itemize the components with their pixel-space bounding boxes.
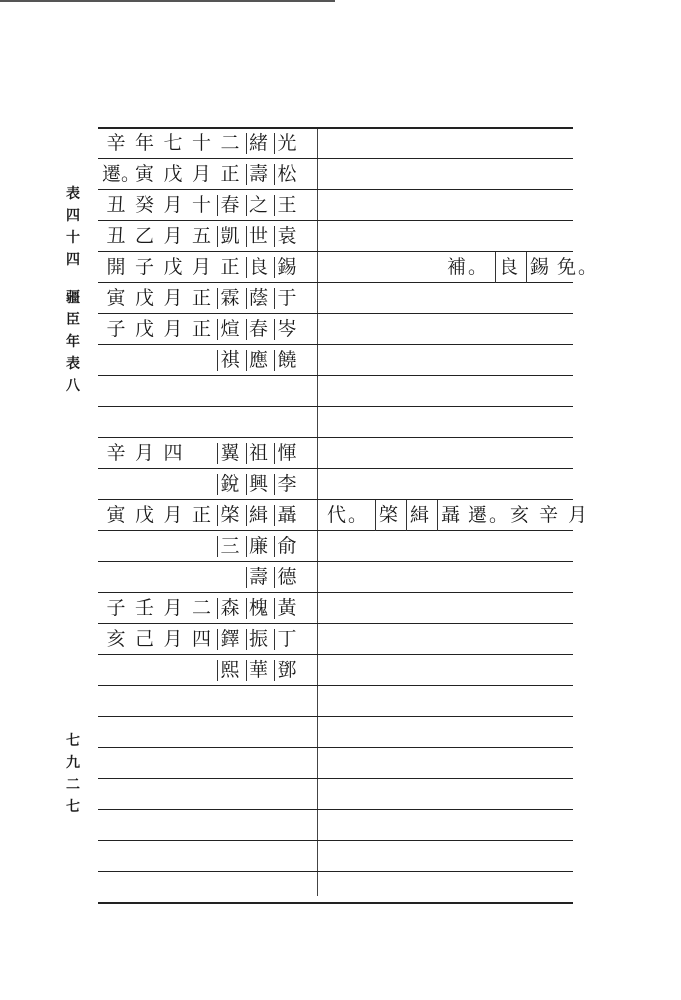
- table-cell: 李: [273, 469, 301, 500]
- remark-text: 代。: [327, 504, 370, 526]
- table-cell: 壬: [134, 597, 154, 619]
- table-cell: [188, 748, 216, 779]
- table-cell: [102, 345, 130, 376]
- table-cell: 戊: [134, 287, 154, 309]
- table-cell: 寅: [134, 163, 154, 185]
- table-cell: 癸: [134, 194, 154, 216]
- table-cell: 槐: [245, 593, 273, 624]
- table-row: [98, 531, 573, 562]
- table-cell: 錫: [273, 252, 301, 283]
- table-cell: [188, 562, 216, 593]
- table-row: [98, 376, 573, 407]
- table-cell: 翼: [216, 438, 244, 469]
- table-cell: [131, 717, 159, 748]
- table-cell: [159, 717, 187, 748]
- table-cell: [245, 717, 273, 748]
- table-row: [98, 345, 573, 376]
- page-number: [62, 730, 84, 818]
- margin-char: 十: [66, 230, 80, 246]
- table-cell: [245, 686, 273, 717]
- table-cell: [188, 438, 216, 469]
- remark-text: 良: [495, 252, 520, 283]
- table-cell: 饒: [273, 345, 301, 376]
- table-cell: [188, 376, 216, 407]
- remark-text: 免。: [557, 256, 600, 278]
- margin-char: 四: [66, 252, 80, 268]
- table-cell: 正: [191, 287, 211, 309]
- table-cell: 森: [216, 593, 244, 624]
- table-cell: 于: [273, 283, 301, 314]
- table-cell: 月: [163, 318, 183, 340]
- table-cell: 遷。: [102, 163, 141, 185]
- table-cell: 月: [163, 628, 183, 650]
- remark-text: 緝: [406, 500, 431, 531]
- table-cell: [131, 531, 159, 562]
- remark-text: 錫: [526, 252, 551, 283]
- margin-char: 表: [66, 186, 80, 202]
- table-cell: 煊: [216, 314, 244, 345]
- table-cell: 鄧: [273, 655, 301, 686]
- table-row: [98, 128, 573, 159]
- table-row: [98, 190, 573, 221]
- table-cell: 應: [245, 345, 273, 376]
- table-cell: [131, 872, 159, 903]
- table-row: [98, 655, 573, 686]
- table-cell: [159, 407, 187, 438]
- margin-char: 七: [66, 733, 80, 749]
- table-cell: [159, 345, 187, 376]
- table-cell: 乙: [134, 225, 154, 247]
- table-cell: [159, 469, 187, 500]
- table-cell: 戊: [163, 163, 183, 185]
- table-cell: [245, 779, 273, 810]
- remark-text: 遷。亥 辛 月: [468, 504, 590, 526]
- table-cell: 之: [245, 190, 273, 221]
- table-cell: [188, 469, 216, 500]
- table-cell: 戊: [163, 256, 183, 278]
- table-cell: [216, 841, 244, 872]
- margin-char: 七: [66, 799, 80, 815]
- table-cell: [273, 779, 301, 810]
- remark-text: 補。: [447, 256, 490, 278]
- margin-char: 臣: [66, 312, 80, 328]
- table-cell: [131, 345, 159, 376]
- table-cell: [188, 810, 216, 841]
- table-cell: 月: [134, 442, 154, 464]
- table-cell: 祖: [245, 438, 273, 469]
- table-cell: [131, 469, 159, 500]
- table-row: [98, 252, 600, 283]
- table-cell: [216, 872, 244, 903]
- table-cell: 正: [220, 256, 240, 278]
- table-cell: [131, 562, 159, 593]
- table-cell: [159, 686, 187, 717]
- table-cell: [273, 407, 301, 438]
- table-cell: 己: [134, 628, 154, 650]
- table-cell: [188, 686, 216, 717]
- table-cell: 三: [216, 531, 244, 562]
- table-cell: 棨: [216, 500, 244, 531]
- table-row: [98, 841, 573, 872]
- table-cell: [188, 717, 216, 748]
- table-cell: 黃: [273, 593, 301, 624]
- table-cell: [102, 686, 130, 717]
- table-cell: 子: [106, 597, 126, 619]
- table-cell: [102, 841, 130, 872]
- table-cell: 緒: [245, 128, 273, 159]
- table-cell: 祺: [216, 345, 244, 376]
- table-cell: 聶: [273, 500, 301, 531]
- table-cell: 光: [273, 128, 301, 159]
- table-cell: 春: [245, 314, 273, 345]
- table-cell: [102, 779, 130, 810]
- table-cell: 五: [191, 225, 211, 247]
- table-cell: 袁: [273, 221, 301, 252]
- table-cell: [102, 469, 130, 500]
- margin-char: [62, 271, 84, 287]
- table-cell: 十: [191, 132, 211, 154]
- table-cell: [102, 407, 130, 438]
- table-cell: [216, 376, 244, 407]
- table-row: [98, 283, 573, 314]
- table-cell: 亥: [106, 628, 126, 650]
- remark-text: 聶: [437, 500, 462, 531]
- table-cell: [131, 810, 159, 841]
- table-row: [98, 500, 590, 531]
- table-cell: [216, 810, 244, 841]
- table-cell: [131, 655, 159, 686]
- table-cell: 四: [191, 628, 211, 650]
- table-cell: 辛: [106, 442, 126, 464]
- margin-char: 疆: [66, 290, 80, 306]
- remark-text: 棨: [375, 500, 400, 531]
- table-cell: [216, 717, 244, 748]
- table-row: [98, 469, 573, 500]
- margin-char: 表: [66, 356, 80, 372]
- table-cell: [216, 779, 244, 810]
- chronology-table: [98, 0, 600, 1000]
- table-cell: [131, 686, 159, 717]
- table-cell: [273, 376, 301, 407]
- table-row: [98, 438, 573, 469]
- table-cell: [273, 841, 301, 872]
- table-row: [98, 779, 573, 810]
- table-cell: 丁: [273, 624, 301, 655]
- table-cell: [159, 779, 187, 810]
- table-cell: 年: [134, 132, 154, 154]
- table-cell: [188, 531, 216, 562]
- margin-char: 八: [66, 378, 80, 394]
- table-cell: 戊: [134, 504, 154, 526]
- table-cell: 壽: [245, 159, 273, 190]
- table-cell: [273, 717, 301, 748]
- table-cell: 蔭: [245, 283, 273, 314]
- table-cell: 銳: [216, 469, 244, 500]
- table-row: [98, 314, 573, 345]
- margin-char: 二: [66, 777, 80, 793]
- table-cell: [159, 810, 187, 841]
- table-cell: 興: [245, 469, 273, 500]
- table-cell: [273, 872, 301, 903]
- margin-char: 四: [66, 208, 80, 224]
- table-cell: [131, 376, 159, 407]
- table-row: [98, 407, 573, 438]
- table-cell: [159, 841, 187, 872]
- table-cell: [245, 810, 273, 841]
- table-cell: [216, 407, 244, 438]
- table-cell: 二: [191, 597, 211, 619]
- table-cell: [216, 562, 244, 593]
- table-cell: [159, 562, 187, 593]
- table-cell: [102, 562, 130, 593]
- table-cell: 寅: [106, 504, 126, 526]
- table-cell: [245, 872, 273, 903]
- table-cell: [273, 686, 301, 717]
- margin-char: 年: [66, 334, 80, 350]
- table-cell: [102, 376, 130, 407]
- table-cell: [102, 748, 130, 779]
- table-cell: 月: [163, 597, 183, 619]
- table-cell: 俞: [273, 531, 301, 562]
- table-row: [98, 159, 573, 190]
- table-cell: [245, 841, 273, 872]
- table-cell: 寅: [106, 287, 126, 309]
- table-cell: [273, 810, 301, 841]
- table-cell: [216, 686, 244, 717]
- table-cell: 世: [245, 221, 273, 252]
- table-row: [98, 624, 573, 655]
- table-cell: [159, 376, 187, 407]
- table-cell: [131, 841, 159, 872]
- table-cell: 華: [245, 655, 273, 686]
- table-row: [98, 221, 573, 252]
- table-cell: 月: [163, 194, 183, 216]
- table-cell: 正: [191, 504, 211, 526]
- margin-title: [62, 183, 84, 397]
- table-cell: [102, 531, 130, 562]
- table-cell: [102, 872, 130, 903]
- table-cell: 振: [245, 624, 273, 655]
- table-cell: 七: [163, 132, 183, 154]
- table-cell: [102, 655, 130, 686]
- table-cell: 松: [273, 159, 301, 190]
- table-cell: 良: [245, 252, 273, 283]
- table-cell: [188, 841, 216, 872]
- table-cell: 緝: [245, 500, 273, 531]
- table-row: [98, 872, 573, 903]
- table-cell: 子: [134, 256, 154, 278]
- table-cell: 月: [191, 163, 211, 185]
- table-cell: 十: [191, 194, 211, 216]
- table-cell: 熙: [216, 655, 244, 686]
- table-cell: 月: [191, 256, 211, 278]
- table-row: [98, 686, 573, 717]
- table-cell: [131, 748, 159, 779]
- table-cell: 月: [163, 287, 183, 309]
- table-row: [98, 748, 573, 779]
- table-cell: 四: [163, 442, 183, 464]
- table-cell: [159, 655, 187, 686]
- table-cell: [245, 407, 273, 438]
- table-cell: 霖: [216, 283, 244, 314]
- table-cell: 二: [220, 132, 240, 154]
- table-cell: 丑: [106, 194, 126, 216]
- table-cell: 丑: [106, 225, 126, 247]
- table-cell: 春: [216, 190, 244, 221]
- table-row: [98, 717, 573, 748]
- table-cell: 王: [273, 190, 301, 221]
- table-cell: [159, 748, 187, 779]
- table-cell: [188, 407, 216, 438]
- table-row: [98, 593, 573, 624]
- table-row: [98, 810, 573, 841]
- table-cell: 廉: [245, 531, 273, 562]
- table-cell: 惲: [273, 438, 301, 469]
- table-cell: [102, 717, 130, 748]
- table-cell: 壽: [245, 562, 273, 593]
- table-cell: 子: [106, 318, 126, 340]
- table-cell: [188, 655, 216, 686]
- table-cell: [188, 779, 216, 810]
- table-cell: [216, 748, 244, 779]
- table-cell: [245, 376, 273, 407]
- table-cell: 辛: [106, 132, 126, 154]
- table-cell: 德: [273, 562, 301, 593]
- table-cell: 岑: [273, 314, 301, 345]
- table-cell: 鐸: [216, 624, 244, 655]
- table-cell: [245, 748, 273, 779]
- table-cell: 開: [106, 256, 126, 278]
- table-cell: 凱: [216, 221, 244, 252]
- table-cell: 月: [163, 225, 183, 247]
- table-cell: 正: [191, 318, 211, 340]
- table-cell: [188, 872, 216, 903]
- table-cell: 月: [163, 504, 183, 526]
- table-cell: [188, 345, 216, 376]
- table-cell: [159, 531, 187, 562]
- table-row: [98, 562, 573, 593]
- margin-char: 九: [66, 755, 80, 771]
- table-cell: [273, 748, 301, 779]
- table-cell: [159, 872, 187, 903]
- table-cell: 正: [220, 163, 240, 185]
- table-cell: [131, 779, 159, 810]
- table-cell: [102, 810, 130, 841]
- table-cell: 戊: [134, 318, 154, 340]
- table-cell: [131, 407, 159, 438]
